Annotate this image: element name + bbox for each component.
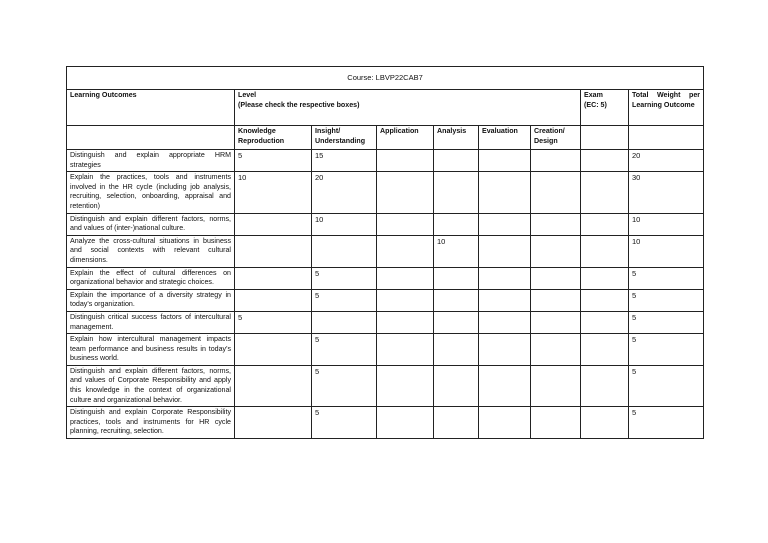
empty-cell [67,126,235,150]
learning-outcomes-table [66,66,704,439]
analysis-cell [434,407,479,439]
understanding-cell: 20 [312,172,377,213]
level-header [235,90,581,126]
evaluation-cell [479,365,531,406]
evaluation-cell [479,172,531,213]
understanding-cell: 15 [312,150,377,172]
empty-cell [629,126,704,150]
evaluation-cell [479,235,531,267]
application-cell [377,172,434,213]
level-knowledge-reproduction: Knowledge Reproduction [235,126,312,150]
exam-cell [581,365,629,406]
total-weight-cell: 10 [629,213,704,235]
understanding-cell: 5 [312,289,377,311]
total-weight-cell: 5 [629,365,704,406]
evaluation-cell [479,267,531,289]
table-row [67,172,704,213]
knowledge-cell [235,289,312,311]
learning-outcome-text: Distinguish and explain different factors, norms, and values of Corporate Responsibility and apply this knowledge in the context of organizational culture and organizational behavior. [67,365,235,406]
table-row [67,235,704,267]
total-weight-cell: 10 [629,235,704,267]
evaluation-cell [479,334,531,366]
table-row [67,334,704,366]
creation-cell [531,235,581,267]
table-row [67,407,704,439]
evaluation-cell [479,407,531,439]
application-cell [377,267,434,289]
total-weight-header: Total Weight per Learning Outcome [629,90,704,126]
total-weight-cell: 5 [629,334,704,366]
knowledge-cell: 10 [235,172,312,213]
analysis-cell [434,172,479,213]
level-application: Application [377,126,434,150]
exam-cell [581,213,629,235]
understanding-cell: 5 [312,267,377,289]
exam-header [581,90,629,126]
exam-title: Exam [584,91,603,99]
knowledge-cell [235,407,312,439]
analysis-cell [434,150,479,172]
understanding-cell [312,235,377,267]
level-creation-design: Creation/ Design [531,126,581,150]
learning-outcome-text: Explain the importance of a diversity strategy in today's organization. [67,289,235,311]
course-title: Course: LBVP22CAB7 [67,67,704,90]
application-cell [377,365,434,406]
analysis-cell [434,267,479,289]
learning-outcome-text: Explain how intercultural management impacts team performance and business results in today's business world. [67,334,235,366]
creation-cell [531,407,581,439]
table-row [67,267,704,289]
knowledge-cell: 5 [235,311,312,333]
creation-cell [531,150,581,172]
exam-cell [581,267,629,289]
creation-cell [531,334,581,366]
total-weight-cell: 5 [629,289,704,311]
evaluation-cell [479,289,531,311]
understanding-cell: 5 [312,365,377,406]
table-row [67,150,704,172]
exam-cell [581,172,629,213]
knowledge-cell [235,213,312,235]
total-weight-cell: 5 [629,267,704,289]
evaluation-cell [479,311,531,333]
evaluation-cell [479,150,531,172]
evaluation-cell [479,213,531,235]
knowledge-cell [235,365,312,406]
learning-outcome-text: Analyze the cross-cultural situations in business and social contexts with relevant cultural dimensions. [67,235,235,267]
total-weight-cell: 5 [629,311,704,333]
exam-cell [581,407,629,439]
analysis-cell [434,289,479,311]
level-analysis: Analysis [434,126,479,150]
exam-cell [581,150,629,172]
creation-cell [531,311,581,333]
level-insight-understanding: Insight/ Understanding [312,126,377,150]
level-evaluation: Evaluation [479,126,531,150]
analysis-cell [434,213,479,235]
knowledge-cell [235,267,312,289]
analysis-cell [434,311,479,333]
understanding-cell: 5 [312,407,377,439]
application-cell [377,235,434,267]
understanding-cell [312,311,377,333]
creation-cell [531,213,581,235]
total-weight-cell: 20 [629,150,704,172]
knowledge-cell [235,235,312,267]
table-row [67,213,704,235]
exam-cell [581,311,629,333]
learning-outcome-text: Distinguish and explain appropriate HRM strategies [67,150,235,172]
learning-outcome-text: Distinguish critical success factors of intercultural management. [67,311,235,333]
exam-cell [581,334,629,366]
exam-cell [581,235,629,267]
analysis-cell: 10 [434,235,479,267]
level-title: Level [238,91,257,99]
creation-cell [531,365,581,406]
application-cell [377,334,434,366]
analysis-cell [434,334,479,366]
understanding-cell: 5 [312,334,377,366]
table-row [67,289,704,311]
table-row [67,311,704,333]
learning-outcomes-header: Learning Outcomes [67,90,235,126]
exam-ec: (EC: 5) [584,100,607,109]
learning-outcome-text: Explain the practices, tools and instruments involved in the HR cycle (including job analysis, recruiting, selection, onboarding, appraisal and retention) [67,172,235,213]
learning-outcome-text: Explain the effect of cultural differences on organizational behavior and strategic choices. [67,267,235,289]
empty-cell [581,126,629,150]
application-cell [377,150,434,172]
application-cell [377,311,434,333]
learning-outcome-text: Distinguish and explain different factors, norms, and values of (inter-)national culture. [67,213,235,235]
application-cell [377,213,434,235]
knowledge-cell: 5 [235,150,312,172]
creation-cell [531,289,581,311]
level-note: (Please check the respective boxes) [238,100,360,109]
application-cell [377,289,434,311]
analysis-cell [434,365,479,406]
exam-cell [581,289,629,311]
table-row [67,365,704,406]
understanding-cell: 10 [312,213,377,235]
creation-cell [531,267,581,289]
total-weight-cell: 30 [629,172,704,213]
learning-outcome-text: Distinguish and explain Corporate Responsibility practices, tools and instruments for HR cycle planning, recruiting, selection. [67,407,235,439]
total-weight-cell: 5 [629,407,704,439]
creation-cell [531,172,581,213]
knowledge-cell [235,334,312,366]
application-cell [377,407,434,439]
